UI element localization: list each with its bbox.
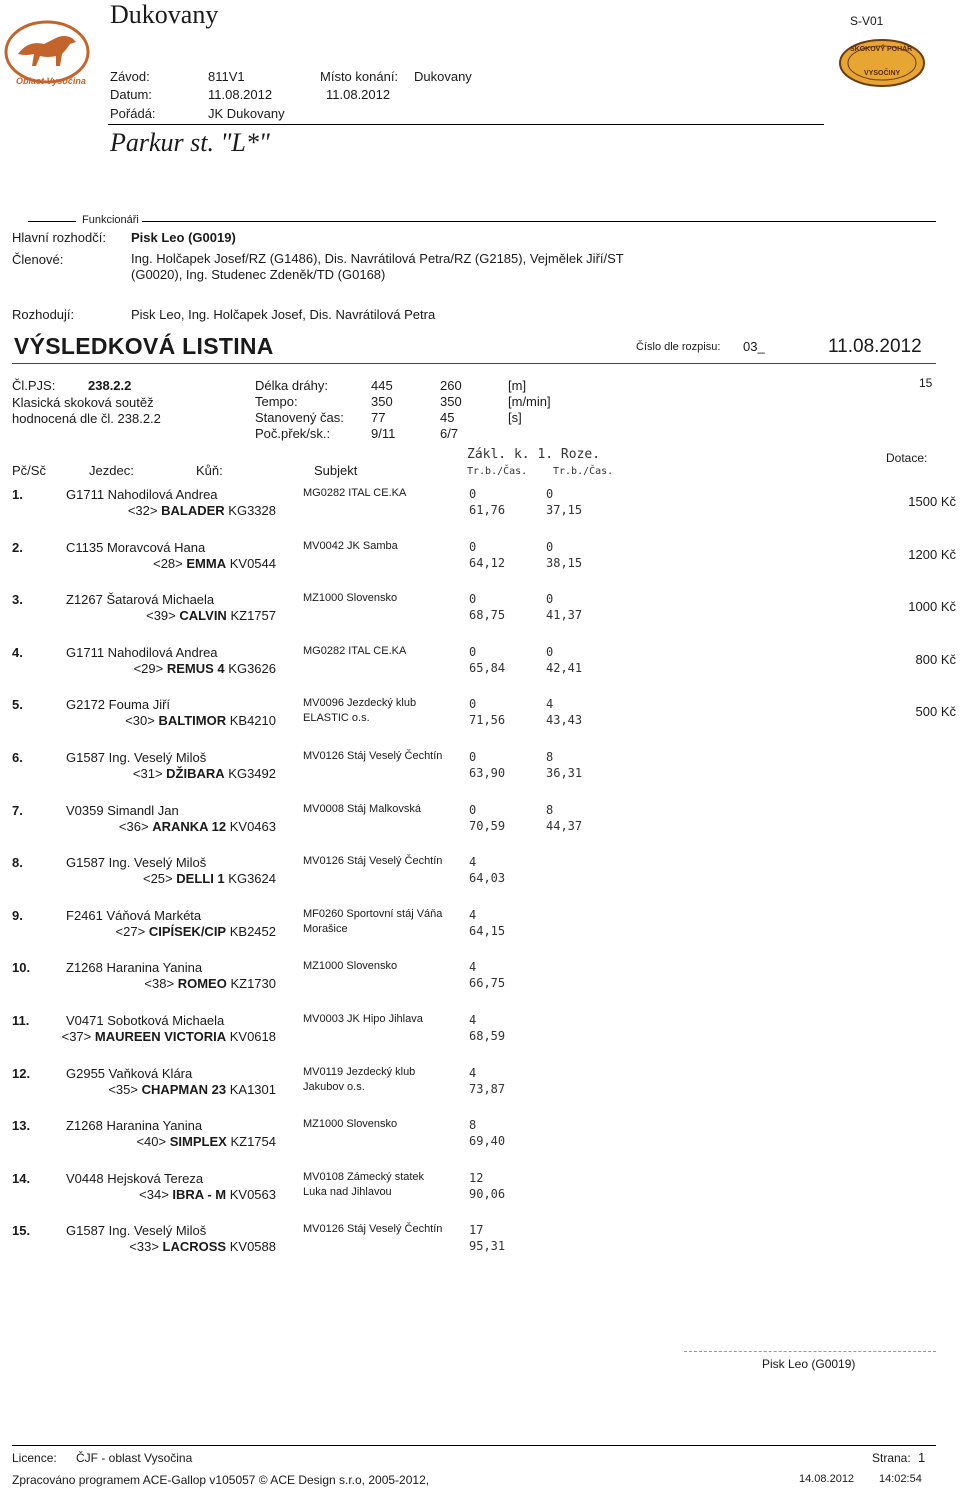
spec-label-obstacles: Poč.přek/sk.: (255, 426, 331, 441)
penalty-round-2: 8 (546, 803, 554, 817)
chief-judge-label: Hlavní rozhodčí: (12, 230, 106, 245)
subject-line-1: MV0119 Jezdecký klub (303, 1066, 416, 1078)
rider-name: G1587 Ing. Veselý Miloš (66, 750, 207, 765)
col-trb-1: Tr.b./Čas. (467, 466, 528, 477)
result-row (0, 487, 960, 527)
spec-v2-length: 260 (440, 378, 462, 393)
horse-number: <40> (136, 1134, 167, 1149)
horse-line (125, 713, 276, 728)
subject-line-2: Jakubov o.s. (303, 1081, 365, 1093)
col-jezdec: Jezdec: (89, 463, 134, 478)
subject-line-1: MV0042 JK Samba (303, 540, 398, 552)
rider-name: G1711 Nahodilová Andrea (66, 645, 218, 660)
judges-value: Pisk Leo, Ing. Holčapek Josef, Dis. Navrátilová Petra (131, 307, 436, 322)
time-round-1: 71,56 (469, 713, 506, 727)
time-round-1: 68,59 (469, 1029, 506, 1043)
document-code: S-V01 (850, 14, 884, 28)
subject-line-1: MG0282 ITAL CE.KA (303, 487, 407, 499)
subject-line-1: MZ1000 Slovensko (303, 592, 398, 604)
time-round-2: 36,31 (546, 766, 583, 780)
round-columns-title: Zákl. k. 1. Roze. (467, 447, 601, 462)
penalty-round-1: 4 (469, 855, 477, 869)
result-row (0, 1223, 960, 1263)
penalty-round-2: 0 (546, 645, 554, 659)
rider-name: C1135 Moravcová Hana (66, 540, 206, 555)
misto-value: Dukovany (414, 69, 472, 84)
header-divider (108, 124, 824, 125)
time-round-1: 70,59 (469, 819, 506, 833)
horse-line (128, 503, 276, 518)
penalty-round-1: 4 (469, 1066, 477, 1080)
time-round-2: 41,37 (546, 608, 583, 622)
rank-number: 12. (12, 1066, 31, 1081)
horse-id: KB4210 (229, 713, 276, 728)
members-line-2: (G0020), Ing. Studenec Zdeněk/TD (G0168) (131, 267, 386, 282)
pjs-label: Čl.PJS: (12, 378, 56, 393)
rider-name: G1587 Ing. Veselý Miloš (66, 1223, 207, 1238)
horse-name: CHAPMAN 23 (141, 1082, 227, 1097)
horse-name: CIPÍSEK/CIP (148, 924, 227, 939)
spec-label-tempo: Tempo: (255, 394, 298, 409)
horse-number: <37> (61, 1029, 92, 1044)
horse-line (134, 661, 276, 676)
horse-number: <33> (129, 1239, 159, 1254)
penalty-round-2: 0 (546, 540, 554, 554)
rank-number: 14. (12, 1171, 31, 1186)
place-title: Dukovany (110, 0, 219, 29)
horse-number: <39> (146, 608, 176, 623)
time-round-2: 43,43 (546, 713, 583, 727)
result-row (0, 855, 960, 895)
time-round-2: 37,15 (546, 503, 583, 517)
horse-number: <28> (153, 556, 183, 571)
subject-line-1: MZ1000 Slovensko (303, 1118, 398, 1130)
result-row (0, 1171, 960, 1211)
horse-line (108, 1082, 276, 1097)
zavod-value: 811V1 (208, 69, 245, 84)
horse-name: ARANKA 12 (152, 819, 227, 834)
horse-number: <34> (139, 1187, 169, 1202)
horse-line (144, 976, 276, 991)
horse-number: <36> (118, 819, 149, 834)
officials-line-left (28, 221, 76, 222)
col-subjekt: Subjekt (314, 463, 358, 478)
horse-line (136, 1134, 276, 1149)
rider-name: V0471 Sobotková Michaela (66, 1013, 225, 1028)
spec-unit-time: [s] (508, 410, 522, 425)
subject-line-1: MF0260 Sportovní stáj Váňa (303, 908, 443, 920)
col-dotace: Dotace: (886, 451, 928, 465)
spec-v2-time: 45 (440, 410, 455, 425)
result-row (0, 540, 960, 580)
result-row (0, 908, 960, 948)
horse-line (133, 766, 276, 781)
rank-number: 1. (12, 487, 23, 502)
penalty-round-1: 12 (469, 1171, 484, 1185)
rider-name: Z1268 Haranina Yanina (66, 1118, 203, 1133)
horse-name: REMUS 4 (166, 661, 225, 676)
page-value: 1 (918, 1450, 926, 1465)
rank-number: 6. (12, 750, 23, 765)
horse-number: <29> (133, 661, 164, 676)
subject-line-1: MV0126 Stáj Veselý Čechtín (303, 855, 443, 867)
rank-number: 11. (12, 1013, 30, 1028)
time-round-1: 66,75 (469, 976, 506, 990)
horse-id: KV0618 (229, 1029, 276, 1044)
time-round-1: 69,40 (469, 1134, 506, 1148)
signature-line (684, 1351, 936, 1352)
subject-line-1: MV0008 Stáj Malkovská (303, 803, 421, 815)
prize-money: 500 Kč (915, 704, 956, 719)
participant-count: 15 (919, 376, 933, 390)
horse-line (143, 871, 276, 886)
horse-number: <32> (127, 503, 158, 518)
spec-v1-obstacles: 9/11 (371, 426, 396, 441)
result-row (0, 803, 960, 843)
rank-number: 4. (12, 645, 23, 660)
horse-name: BALADER (161, 503, 225, 518)
horse-id: KV0563 (229, 1187, 276, 1202)
penalty-round-2: 0 (546, 487, 554, 501)
rider-name: G2172 Fouma Jiří (66, 697, 171, 712)
spec-label-length: Délka dráhy: (255, 378, 328, 393)
cup-badge (838, 38, 926, 88)
penalty-round-1: 17 (469, 1223, 484, 1237)
datum-value-1: 11.08.2012 (208, 87, 273, 102)
rank-number: 8. (12, 855, 23, 870)
result-row (0, 645, 960, 685)
spec-unit-tempo: [m/min] (508, 394, 551, 409)
horse-name: IBRA - M (172, 1187, 227, 1202)
time-round-2: 38,15 (546, 556, 583, 570)
result-row (0, 960, 960, 1000)
horse-name: SIMPLEX (169, 1134, 227, 1149)
subject-line-1: MZ1000 Slovensko (303, 960, 398, 972)
result-row (0, 1013, 960, 1053)
time-round-1: 90,06 (469, 1187, 506, 1201)
result-row (0, 697, 960, 737)
penalty-round-1: 4 (469, 1013, 477, 1027)
zavod-label: Závod: (110, 69, 150, 84)
horse-name: DŽIBARA (166, 766, 225, 781)
penalty-round-1: 0 (469, 750, 477, 764)
porada-label: Pořádá: (110, 106, 156, 121)
licence-label: Licence: (12, 1451, 57, 1465)
horse-line (62, 1029, 276, 1044)
penalty-round-1: 0 (469, 487, 477, 501)
pjs-value: 238.2.2 (88, 378, 132, 393)
col-pc: Pč/Sč (12, 463, 46, 478)
results-divider (12, 363, 936, 364)
spec-v2-tempo: 350 (440, 394, 462, 409)
horse-number: <25> (142, 871, 173, 886)
rider-name: G1711 Nahodilová Andrea (66, 487, 218, 502)
horse-line (139, 1187, 276, 1202)
penalty-round-1: 0 (469, 697, 477, 711)
page-label: Strana: (872, 1451, 911, 1465)
horse-name: DELLI 1 (176, 871, 225, 886)
horse-id: KZ1757 (230, 608, 276, 623)
rider-name: G2955 Vaňková Klára (66, 1066, 193, 1081)
rank-number: 10. (12, 960, 31, 975)
rider-name: F2461 Váňová Markéta (66, 908, 202, 923)
penalty-round-1: 0 (469, 592, 477, 606)
time-round-1: 68,75 (469, 608, 506, 622)
spec-v1-time: 77 (371, 410, 386, 425)
spec-v1-length: 445 (371, 378, 393, 393)
penalty-round-1: 0 (469, 803, 477, 817)
horse-line (116, 924, 276, 939)
penalty-round-2: 0 (546, 592, 554, 606)
rank-number: 13. (12, 1118, 31, 1133)
time-round-1: 61,76 (469, 503, 506, 517)
time-round-2: 42,41 (546, 661, 583, 675)
prize-money: 1000 Kč (908, 599, 956, 614)
oblast-logo (4, 14, 90, 94)
horse-name: CALVIN (179, 608, 227, 623)
penalty-round-1: 4 (469, 960, 477, 974)
horse-id: KV0544 (229, 556, 276, 571)
officials-section-label: Funkcionáři (82, 214, 139, 226)
datum-value-2: 11.08.2012 (326, 87, 391, 102)
competition-desc-2: hodnocená dle čl. 238.2.2 (12, 411, 161, 426)
subject-line-1: MV0108 Zámecký statek (303, 1171, 425, 1183)
rank-number: 3. (12, 592, 23, 607)
horse-number: <35> (108, 1082, 138, 1097)
horse-number: <31> (132, 766, 163, 781)
horse-id: KG3492 (228, 766, 276, 781)
horse-line (146, 608, 276, 623)
rider-name: V0448 Hejsková Tereza (66, 1171, 204, 1186)
horse-name: EMMA (186, 556, 227, 571)
rank-number: 7. (12, 803, 23, 818)
rider-name: V0359 Simandl Jan (66, 803, 179, 818)
spec-v2-obstacles: 6/7 (440, 426, 459, 441)
time-round-1: 64,03 (469, 871, 506, 885)
col-trb-2: Tr.b./Čas. (553, 466, 614, 477)
subject-line-2: Luka nad Jihlavou (303, 1186, 392, 1198)
horse-id: KG3626 (228, 661, 276, 676)
horse-id: KZ1730 (230, 976, 276, 991)
time-round-1: 95,31 (469, 1239, 506, 1253)
time-round-1: 64,15 (469, 924, 506, 938)
time-round-1: 63,90 (469, 766, 506, 780)
result-row (0, 592, 960, 632)
subject-line-2: Morašice (303, 923, 348, 935)
horse-name: MAUREEN VICTORIA (94, 1029, 227, 1044)
misto-label: Místo konání: (320, 69, 399, 84)
horse-name: BALTIMOR (158, 713, 227, 728)
horse-id: KG3328 (228, 503, 276, 518)
spec-v1-tempo: 350 (371, 394, 393, 409)
horse-id: KB2452 (229, 924, 276, 939)
schedule-label: Číslo dle rozpisu: (636, 341, 721, 353)
penalty-round-1: 4 (469, 908, 477, 922)
members-line-1: Ing. Holčapek Josef/RZ (G1486), Dis. Navrátilová Petra/RZ (G2185), Vejmělek Jiří/ST (131, 251, 624, 266)
officials-line-right (142, 221, 936, 222)
penalty-round-1: 8 (469, 1118, 477, 1132)
results-date: 11.08.2012 (828, 336, 922, 357)
horse-id: KV0588 (229, 1239, 276, 1254)
spec-label-time: Stanovený čas: (255, 410, 344, 425)
time-round-1: 65,84 (469, 661, 506, 675)
prize-money: 1500 Kč (908, 494, 956, 509)
subject-line-1: MV0003 JK Hipo Jihlava (303, 1013, 423, 1025)
rank-number: 9. (12, 908, 23, 923)
result-row (0, 1066, 960, 1106)
penalty-round-1: 0 (469, 540, 477, 554)
horse-number: <27> (115, 924, 146, 939)
time-round-1: 64,12 (469, 556, 506, 570)
horse-id: KG3624 (228, 871, 276, 886)
licence-value: ČJF - oblast Vysočina (76, 1451, 193, 1465)
judges-label: Rozhodují: (12, 307, 75, 322)
rider-name: Z1268 Haranina Yanina (66, 960, 203, 975)
rider-name: Z1267 Šatarová Michaela (66, 592, 215, 607)
chief-judge-value: Pisk Leo (G0019) (131, 230, 236, 245)
horse-id: KA1301 (229, 1082, 276, 1097)
spec-unit-length: [m] (508, 378, 527, 393)
footer-divider (12, 1445, 936, 1446)
schedule-value: 03_ (743, 339, 765, 354)
time-round-1: 73,87 (469, 1082, 506, 1096)
horse-line (129, 1239, 276, 1254)
subject-line-1: MG0282 ITAL CE.KA (303, 645, 407, 657)
badge-line-2: VYSOČINY (864, 70, 901, 77)
rank-number: 5. (12, 697, 23, 712)
subject-line-1: MV0126 Stáj Veselý Čechtín (303, 750, 443, 762)
horse-id: KZ1754 (230, 1134, 276, 1149)
penalty-round-2: 8 (546, 750, 554, 764)
horse-number: <30> (125, 713, 155, 728)
program-credit: Zpracováno programem ACE-Gallop v105057 © ACE Design s.r.o, 2005-2012, (12, 1473, 430, 1487)
penalty-round-2: 4 (546, 697, 554, 711)
horse-line (153, 556, 276, 571)
horse-line (119, 819, 276, 834)
results-title: VÝSLEDKOVÁ LISTINA (14, 333, 274, 359)
penalty-round-1: 0 (469, 645, 477, 659)
time-round-2: 44,37 (546, 819, 583, 833)
subject-line-2: ELASTIC o.s. (303, 712, 370, 724)
result-row (0, 750, 960, 790)
members-label: Členové: (12, 252, 64, 267)
subject-line-1: MV0096 Jezdecký klub (303, 697, 417, 709)
porada-value: JK Dukovany (208, 106, 285, 121)
rider-name: G1587 Ing. Veselý Miloš (66, 855, 207, 870)
result-row (0, 1118, 960, 1158)
print-date: 14.08.2012 (799, 1473, 855, 1485)
rank-number: 15. (12, 1223, 31, 1238)
competition-title: Parkur st. "L*" (110, 128, 270, 157)
horse-number: <38> (144, 976, 175, 991)
horse-id: KV0463 (229, 819, 276, 834)
competition-desc-1: Klasická skoková soutěž (12, 395, 154, 410)
signature-name: Pisk Leo (G0019) (762, 1357, 856, 1371)
print-time: 14:02:54 (879, 1473, 922, 1485)
prize-money: 1200 Kč (908, 547, 956, 562)
badge-line-1: SKOKOVÝ POHÁR (850, 46, 913, 53)
subject-line-1: MV0126 Stáj Veselý Čechtín (303, 1223, 443, 1235)
logo-caption: Oblast Vysočina (16, 76, 86, 86)
horse-name: ROMEO (177, 976, 227, 991)
prize-money: 800 Kč (915, 652, 956, 667)
rank-number: 2. (12, 540, 23, 555)
col-kun: Kůň: (196, 463, 223, 478)
datum-label: Datum: (110, 87, 152, 102)
horse-name: LACROSS (162, 1239, 227, 1254)
